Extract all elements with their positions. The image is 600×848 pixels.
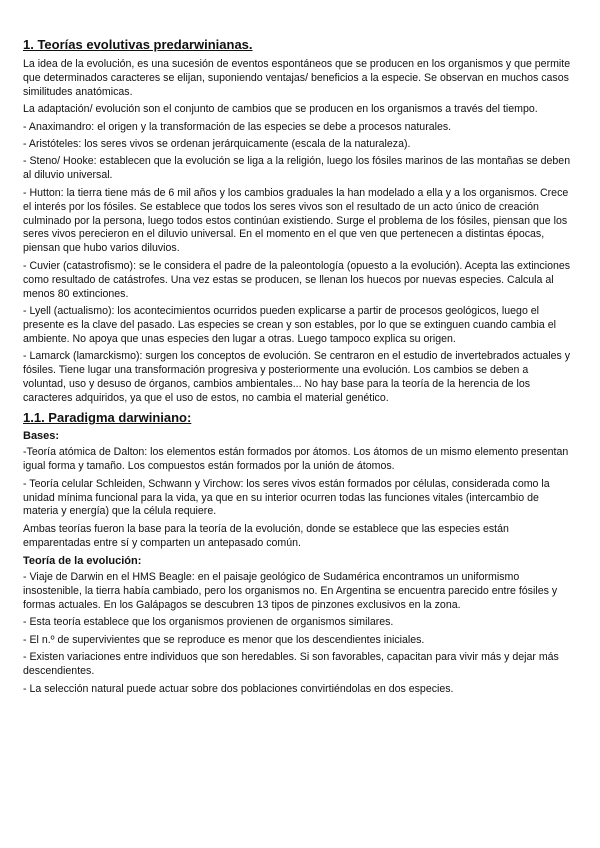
paragraph: - Lyell (actualismo): los acontecimientos ocurridos pueden explicarse a partir de procesos geológicos, luego el presente es la clave del pasado. Las especies se crean y son estables, por lo que se extinguen cuando cambia el ambiente. No apoya que unas especies den lugar a otras. Luego tampoco explica su origen. bbox=[23, 305, 556, 345]
paragraph: - El n.º de supervivientes que se reproduce es menor que los descendientes iniciales. bbox=[23, 633, 425, 646]
subheading-theory: Teoría de la evolución: bbox=[23, 555, 142, 568]
subheading-bases: Bases: bbox=[23, 430, 60, 443]
paragraph: - Existen variaciones entre individuos que son heredables. Si son favorables, capacitan para vivir más y dejar más descendientes. bbox=[23, 651, 559, 678]
paragraph: - Esta teoría establece que los organismos provienen de organismos similares. bbox=[23, 616, 394, 629]
section-title-darwinian: 1.1. Paradigma darwiniano: bbox=[23, 410, 192, 426]
section-title-predarwinian: 1. Teorías evolutivas predarwinianas. bbox=[23, 37, 253, 52]
paragraph: - Steno/ Hooke: establecen que la evolución se liga a la religión, luego los fósiles marinos de las montañas se deben al diluvio universal. bbox=[23, 155, 571, 182]
paragraph: - Aristóteles: los seres vivos se ordenan jerárquicamente (escala de la naturaleza). bbox=[23, 138, 411, 151]
paragraph: - Viaje de Darwin en el HMS Beagle: en el paisaje geológico de Sudamérica encontramos un uniformismo insostenible, la tierra había cambiado, pero los organismos no. En Argentina se encuentra parecido entre fósiles y formas actuales. En los Galápagos se descubren 13 tipos de pinzones exclusivos en la zona. bbox=[23, 571, 558, 611]
paragraph: - Hutton: la tierra tiene más de 6 mil años y los cambios graduales la han modelado a ella y a los organismos. Crece el interés por los fósiles. Se establece que todos los seres vivos son el resultado de un acto único de creación culminado por la persona, luego todos estos continúan existiendo. Surge el problema de los fósiles, piensan que los seres vivos perecieron en el diluvio universal. En el momento en el que ven que pertenecen a distintas épocas, piensan que hubo varios diluvios. bbox=[23, 186, 569, 255]
paragraph: - La selección natural puede actuar sobre dos poblaciones convirtiéndolas en dos especies. bbox=[23, 682, 454, 695]
paragraph: -Teoría atómica de Dalton: los elementos están formados por átomos. Los átomos de un mismo elemento presentan igual forma y tamaño. Los compuestos están formados por la unión de átomos. bbox=[23, 446, 569, 473]
paragraph: La adaptación/ evolución son el conjunto de cambios que se producen en los organismos a través del tiempo. bbox=[23, 103, 538, 116]
paragraph: La idea de la evolución, es una sucesión de eventos espontáneos que se producen en los organismos y que permite que determinados caracteres se elijan, suponiendo ventajas/ beneficios a la especie. Se observan en muchos casos similitudes anatómicas. bbox=[23, 58, 571, 98]
paragraph: - Lamarck (lamarckismo): surgen los conceptos de evolución. Se centraron en el estudio de invertebrados actuales y fósiles. Tiene lugar una transformación progresiva y posteriormente una evolución. Los cambios se deben a voluntad, uso y desuso de órganos, cambios ambientales... No hay base para la teoría de la herencia de los caracteres adquiridos, ya que el uso de estos, no cambia el material genético. bbox=[23, 350, 571, 404]
paragraph: - Teoría celular Schleiden, Schwann y Virchow: los seres vivos están formados por células, considerada como la unidad mínima funcional para la vida, ya que en su interior ocurren todas las funciones vitales (intercambio de materia y energía) que la célula requiere. bbox=[23, 477, 550, 518]
paragraph: - Cuvier (catastrofismo): se le considera el padre de la paleontología (opuesto a la evolución). Acepta las extinciones como resultado de catástrofes. Una vez estas se producen, se llenan los huecos por nuevas especies. Calcula al menos 80 extinciones. bbox=[23, 259, 571, 300]
paragraph: - Anaximandro: el origen y la transformación de las especies se debe a procesos naturales. bbox=[23, 120, 452, 133]
paragraph: Ambas teorías fueron la base para la teoría de la evolución, donde se establece que las especies están emparentadas entre sí y comparten un antepasado común. bbox=[23, 522, 509, 549]
